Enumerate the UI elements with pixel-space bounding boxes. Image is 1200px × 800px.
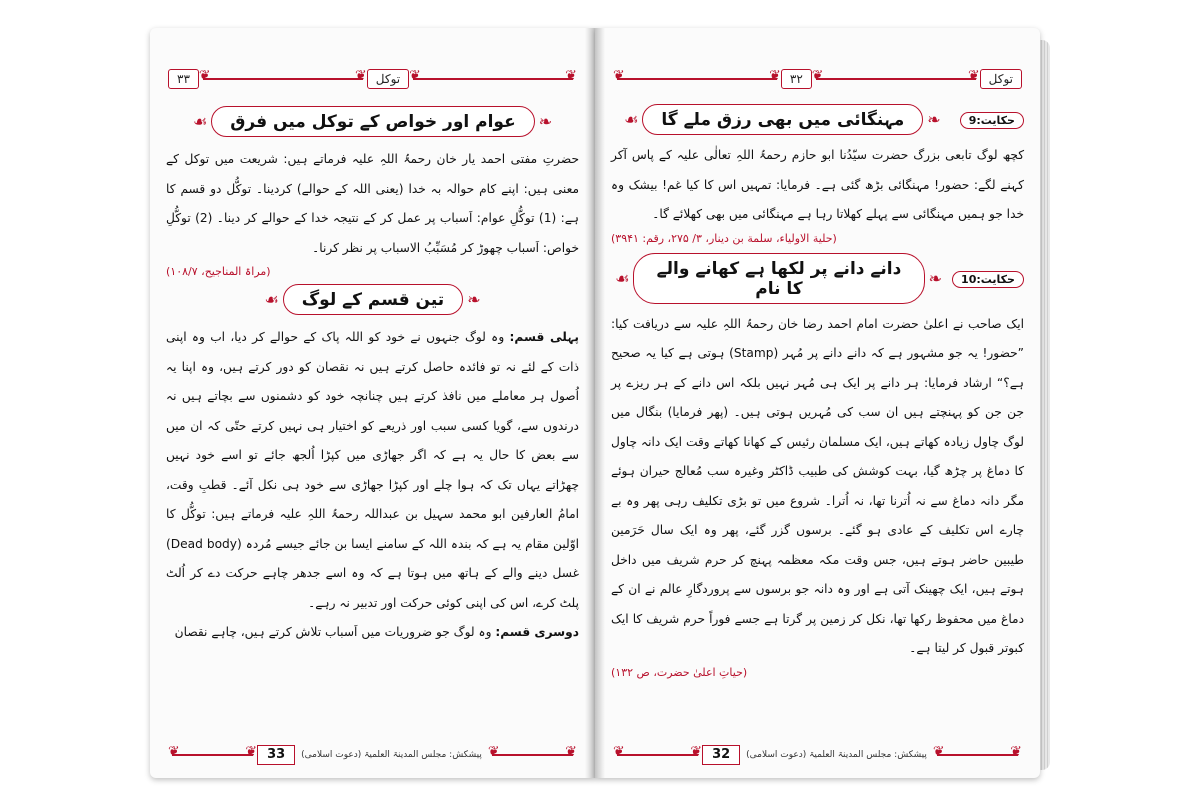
ornament-divider: [492, 754, 573, 756]
right-page-footer: [613, 744, 1022, 766]
right-paragraph-2: ایک صاحب نے اعلیٰ حضرت امام احمد رضا خان رحمۃُ اللہِ علیہ سے دریافت کیا: ”حضور! یہ جو مشہور ہے کہ دانے دانے پر مُہر (Stamp) ہوتی ہے کیا یہ صحیح ہے؟“ ارشاد فرمایا: ہر دانے پر ایک ہی مُہر نہیں بلکہ اس دانے کے ہر ریزے پر جن جن کو پہنچتے ہیں ان سب کی مُہریں ہوتی ہیں۔ (پھر فرمایا) بنگال میں لوگ چاول زیادہ کھاتے ہیں، ایک مسلمان رئیس کے کھانا کھاتے وقت ایک دانہ چاول کا دماغ پر چڑھ گیا، بہت کوشش کی طبیب ڈاکٹر وغیرہ سب مُعالج حیران ہوئے مگر دانہ دماغ سے نہ اُترنا تھا، نہ اُترا۔ شروع میں تو بڑی تکلیف رہی پھر وہ بے چارے اس تکلیف کے عادی ہو گئے۔ برسوں گزر گئے، پھر وہ ایک سال حَرَمین طیبین حاضر ہوتے ہیں، جس وقت مکہ معظمہ پہنچ کر حرم شریف میں داخل ہوتے ہیں، ایک چھینک آتی ہے اور وہ دانہ جو برسوں سے پروردگارِ عالم نے ان کے دماغ میں محفوظ رکھا تھا، نکل کر زمین پر گرتا ہے جسے فوراً حرم شریف کا ایک کبوتر قبول کر لیتا ہے۔: [611, 316, 1024, 655]
hikayat-10-badge: حکایت:10: [952, 271, 1024, 288]
right-header-number: ۳۲: [781, 69, 812, 89]
flourish-icon: ☙: [264, 290, 279, 309]
right-page-number: 32: [702, 745, 740, 765]
flourish-icon: ☙: [192, 112, 208, 131]
ornament-divider: [617, 754, 698, 756]
left-page-header: [168, 68, 577, 90]
ornament-divider: [172, 754, 253, 756]
left-page: [150, 28, 595, 778]
left-reference-1: (مراۃ المناجیح، ۱۰۸/۷): [166, 265, 271, 278]
flourish-icon: ❧: [927, 110, 941, 129]
flourish-icon: ❧: [467, 290, 481, 309]
left-publisher: پیشکش: مجلس المدینۃ العلمیۃ (دعوت اسلامی): [301, 750, 482, 760]
left-paragraph-2: پہلی قسم: وہ لوگ جنہوں نے خود کو اللہ پاک کے حوالے کر دیا، اب وہ اپنی ذات کے لئے نہ تو فائدہ حاصل کرتے ہیں نہ نقصان کو دور کرتے ہیں، وہ اپنا یہ اُصول ہر معاملے میں نافذ کرتے ہیں چنانچہ خود کو دشمنوں سے بچاتے ہیں نہ درندوں سے، گویا کسی سبب اور ذریعے کو اختیار ہی نہیں کرتے حتّی کہ ان میں سے بعض کا حال یہ ہے کہ اگر جھاڑی میں کپڑا اُلجھ جائے تو اسے خود نہیں چھڑاتے یہاں تک کہ ہوا چلے اور کپڑا جھاڑی سے خود ہی نکل آئے۔ قطبِ وقت، امامُ العارفین ابو محمد سہیل بن عبداللہ رحمۃُ اللہِ علیہ فرماتے ہیں: توکُّل کا اوّلین مقام یہ ہے کہ بندہ اللہ کے سامنے ایسا بن جائے جیسے مُردہ (Dead body) غسل دینے والے کے ہاتھ میں ہوتا ہے کہ وہ اسے جدھر چاہے حرکت دے کر اُلٹ پلٹ کرے، اس کی اپنی کوئی حرکت اور تدبیر نہ رہے۔: [166, 330, 580, 610]
right-reference-1: (حلیة الاولیاء، سلمة بن دینار، ۳/ ۲۷۵، رقم: ۳۹۴۱): [611, 231, 837, 245]
left-page-number: 33: [257, 745, 295, 765]
second-type-label: دوسری قسم:: [495, 625, 579, 639]
ornament-divider: [617, 78, 777, 80]
flourish-icon: ☙: [624, 110, 639, 129]
left-paragraph-1: حضرتِ مفتی احمد یار خان رحمۃُ اللہِ علیہ فرماتے ہیں: شریعت میں توکل کے معنی ہیں: اپنے کام حوالہ بہ خدا (یعنی اللہ کے حوالے) کردینا۔ توکُّل دو قسم کا ہے: (1) توکُّلِ عوام: اَسباب پر عمل کر کے نتیجہ خدا کے حوالے کر دینا۔ (2) توکُّلِ خواص: اَسباب چھوڑ کر مُسَبِّبُ الاسباب پر نظر کرنا۔: [166, 152, 579, 255]
ornament-divider: [937, 754, 1018, 756]
right-heading-1: ❧ مہنگائی میں بھی رزق ملے گا ☙: [611, 104, 954, 135]
left-header-number: ۳۳: [168, 69, 199, 89]
left-paragraph-3: دوسری قسم: وہ لوگ جو ضروریات میں اَسباب تلاش کرتے ہیں، چاہے نقصان: [174, 625, 579, 639]
ornament-divider: [413, 78, 573, 80]
flourish-icon: ❧: [928, 268, 943, 288]
book-spine-shadow: [585, 28, 605, 778]
right-header-title: توکل: [980, 69, 1022, 89]
right-heading-2: ❧ دانے دانے پر لکھا ہے کھانے والے کا نام ☙: [611, 253, 946, 304]
open-book: [150, 18, 1050, 788]
hikayat-9-badge: حکایت:9: [960, 112, 1024, 129]
right-heading-2-row: [611, 249, 1024, 310]
right-page-header: [613, 68, 1022, 90]
right-page-body: [611, 100, 1024, 734]
left-page-body: [166, 100, 579, 734]
ornament-divider: [816, 78, 976, 80]
flourish-icon: ❧: [538, 112, 553, 131]
right-heading-1-row: [611, 100, 1024, 141]
right-reference-2: (حیاتِ اعلیٰ حضرت، ص ۱۳۲): [611, 665, 748, 679]
left-heading-2: ❧ تین قسم کے لوگ ☙: [166, 284, 579, 315]
left-page-footer: [168, 744, 577, 766]
first-type-label: پہلی قسم:: [509, 330, 580, 344]
right-paragraph-1: کچھ لوگ تابعی بزرگ حضرت سیّدُنا ابو حازم رحمۃُ اللہِ تعالٰی علیہ کے پاس آکر کہنے لگے: حضور! مہنگائی بڑھ گئی ہے۔ فرمایا: تمہیں اس کا کیا غم! بیشک وہ خدا جو ہمیں مہنگائی سے پہلے کھلاتا رہا ہے مہنگائی میں بھی کھلائے گا۔: [611, 148, 1024, 221]
left-header-title: توکل: [367, 69, 409, 89]
right-page: [595, 28, 1040, 778]
right-publisher: پیشکش: مجلس المدینۃ العلمیۃ (دعوت اسلامی): [746, 750, 927, 760]
left-heading-1: ❧ عوام اور خواص کے توکل میں فرق ☙: [166, 106, 579, 137]
ornament-divider: [203, 78, 363, 80]
flourish-icon: ☙: [615, 268, 630, 288]
